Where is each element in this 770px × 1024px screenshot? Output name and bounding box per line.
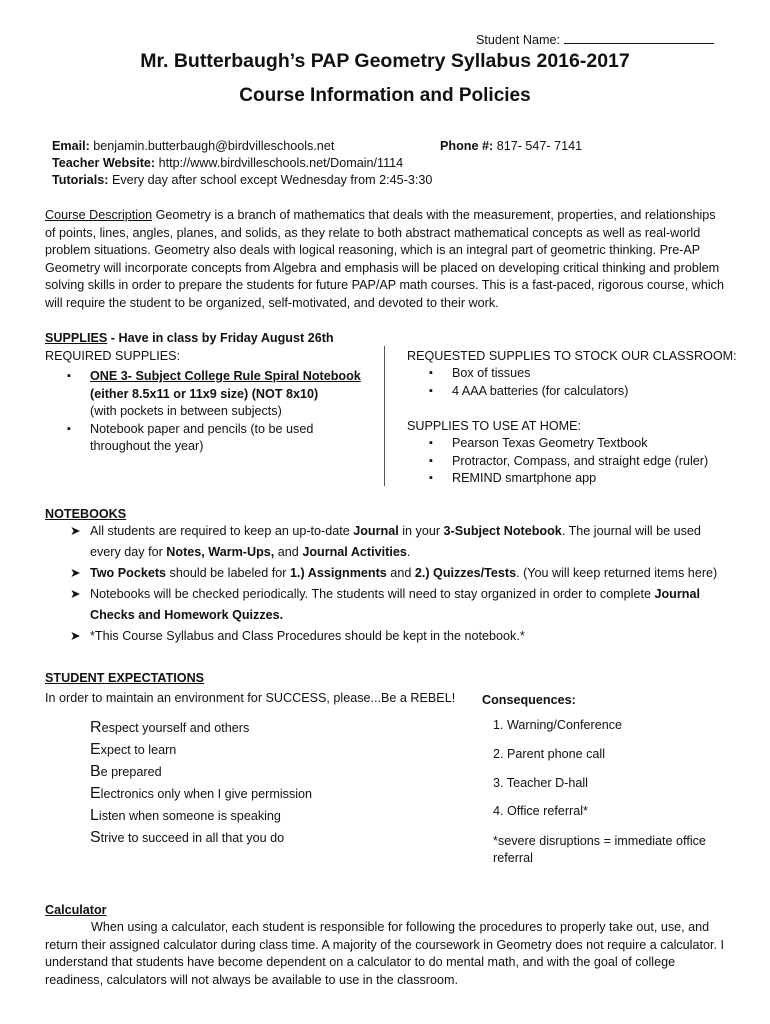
required-supplies-label: REQUIRED SUPPLIES: bbox=[45, 349, 181, 363]
calculator-heading bbox=[45, 902, 107, 919]
phone-label: Phone #: bbox=[440, 139, 494, 153]
rebel-letter: L bbox=[90, 807, 99, 824]
student-name-line bbox=[476, 30, 714, 49]
notebook-bold: Two Pockets bbox=[90, 566, 167, 580]
list-item bbox=[45, 563, 745, 584]
phone-line bbox=[440, 138, 582, 155]
notebooks-heading-text: NOTEBOOKS bbox=[45, 507, 127, 521]
supplies-heading: SUPPLIES bbox=[45, 331, 108, 345]
course-description-text: Geometry is a branch of mathematics that deals with the measurement, properties, and relationships of points, lines, angles, planes, and solids, as they relate to both abstract mathematical concepts as well as real-world problem situations. Geometry also deals with logical reasoning, which is an integral part of geometric thinking. Pre-AP Geometry will incorporate concepts from Algebra and emphasis will be placed on developing critical thinking and problem solving skills in order to prepare the students for future PAP/AP math courses. This is a fast-paced, rigorous course, which will require the student to be organized, self-motivated, and devoted to their work. bbox=[45, 208, 724, 310]
arrow-bullet-icon: ➤ bbox=[70, 587, 81, 601]
notebook-text: and bbox=[386, 566, 415, 580]
tutorials-line bbox=[52, 172, 432, 189]
list-item bbox=[90, 783, 450, 805]
calculator-text: When using a calculator, each student is responsible for following the procedures to properly take out, use, and return their assigned calculator during class time. A majority of the coursework in Geometry does not require a calculator. I understand that students have become dependent on a calculator to do mental math, and with the goal of college readiness, calculators will not always be available to use in the classroom. bbox=[45, 920, 724, 987]
expectations-heading-text: STUDENT EXPECTATIONS bbox=[45, 671, 205, 685]
phone-value: 817- 547- 7141 bbox=[496, 139, 583, 153]
notebook-bold: Notes, Warm-Ups, bbox=[166, 545, 275, 559]
consequence-footnote: *severe disruptions = immediate office referral bbox=[493, 834, 706, 865]
consequence-item: 1. Warning/Conference bbox=[493, 718, 623, 732]
consequence-item: 2. Parent phone call bbox=[493, 747, 606, 761]
list-item bbox=[90, 717, 450, 739]
supplies-heading-note: - Have in class by Friday August 26th bbox=[107, 331, 334, 345]
list-item bbox=[45, 626, 745, 647]
required-item-plain: Notebook paper and pencils (to be used throughout the year) bbox=[90, 421, 314, 453]
expectations-heading bbox=[45, 670, 204, 687]
notebook-text: . (You will keep returned items here) bbox=[516, 566, 718, 580]
home-supplies-list bbox=[407, 435, 747, 488]
email-value: benjamin.butterbaugh@birdvilleschools.net bbox=[93, 139, 335, 153]
email-line bbox=[52, 138, 334, 155]
required-item-plain: (with pockets in between subjects) bbox=[90, 404, 282, 418]
tutorials-label: Tutorials: bbox=[52, 173, 109, 187]
required-item-bold: ONE 3- Subject College Rule Spiral Notebook bbox=[90, 369, 361, 383]
required-item-bold2: (either 8.5x11 or 11x9 size) (NOT 8x10) bbox=[90, 386, 319, 401]
rebel-text: trive to succeed in all that you do bbox=[100, 831, 285, 845]
notebook-text: every day for bbox=[90, 545, 167, 559]
list-item bbox=[45, 584, 745, 626]
list-item bbox=[45, 521, 745, 563]
rebel-letter: B bbox=[90, 763, 101, 780]
list-item bbox=[90, 739, 450, 761]
website-value: http://www.birdvilleschools.net/Domain/1114 bbox=[158, 156, 404, 170]
list-item bbox=[90, 761, 450, 783]
requested-supplies-list bbox=[407, 365, 747, 400]
list-item bbox=[45, 368, 375, 421]
supplies-heading-line bbox=[45, 330, 334, 347]
notebooks-list bbox=[45, 521, 745, 647]
student-name-label: Student Name: bbox=[476, 33, 561, 47]
tutorials-value: Every day after school except Wednesday from 2:45-3:30 bbox=[111, 173, 433, 187]
notebook-bold: 2.) Quizzes/Tests bbox=[414, 566, 517, 580]
email-label: Email: bbox=[52, 139, 90, 153]
notebook-text: in your bbox=[398, 524, 444, 538]
notebook-text: All students are required to keep an up-to-date bbox=[90, 524, 354, 538]
list-item bbox=[90, 805, 450, 827]
course-description-heading: Course Description bbox=[45, 208, 153, 222]
list-item bbox=[45, 421, 330, 456]
notebook-bold: Journal bbox=[353, 524, 399, 538]
arrow-bullet-icon: ➤ bbox=[70, 566, 81, 580]
rebel-text: espect yourself and others bbox=[101, 721, 250, 735]
arrow-bullet-icon: ➤ bbox=[70, 524, 81, 538]
rebel-letter: R bbox=[90, 719, 102, 736]
expectations-intro: In order to maintain an environment for SUCCESS, please...Be a REBEL! bbox=[45, 691, 456, 705]
student-name-blank bbox=[564, 30, 714, 44]
rebel-list bbox=[90, 717, 450, 849]
course-description bbox=[45, 207, 725, 312]
home-supplies-label: SUPPLIES TO USE AT HOME: bbox=[407, 419, 582, 433]
notebook-bold: 1.) Assignments bbox=[290, 566, 387, 580]
consequences-label bbox=[482, 692, 576, 709]
calculator-heading-text: Calculator bbox=[45, 903, 107, 917]
page-subtitle: Course Information and Policies bbox=[239, 85, 531, 106]
rebel-text: xpect to learn bbox=[100, 743, 177, 757]
notebook-text: Notebooks will be checked periodically. The students will need to stay organized in order to complete bbox=[90, 587, 655, 601]
list-item: ▪ Box of tissues bbox=[407, 365, 747, 383]
consequence-item: 3. Teacher D-hall bbox=[493, 776, 588, 790]
notebook-bold: 3-Subject Notebook bbox=[443, 524, 562, 538]
list-item: ▪ 4 AAA batteries (for calculators) bbox=[407, 383, 747, 401]
rebel-text: lectronics only when I give permission bbox=[100, 787, 313, 801]
notebook-bold: Journal Activities bbox=[302, 545, 407, 559]
consequence-item: 4. Office referral* bbox=[493, 804, 588, 818]
list-item bbox=[90, 827, 450, 849]
notebook-bold: Checks and Homework Quizzes. bbox=[90, 608, 284, 622]
requested-supplies-label: REQUESTED SUPPLIES TO STOCK OUR CLASSROOM: bbox=[407, 349, 737, 363]
required-supplies-list bbox=[45, 368, 375, 456]
supplies-divider bbox=[384, 346, 385, 486]
website-label: Teacher Website: bbox=[52, 156, 156, 170]
notebook-text: . The journal will be used bbox=[561, 524, 701, 538]
rebel-letter: E bbox=[90, 785, 101, 802]
rebel-letter: E bbox=[90, 741, 101, 758]
list-item: ▪ Pearson Texas Geometry Textbook bbox=[407, 435, 747, 453]
website-line bbox=[52, 155, 403, 172]
arrow-bullet-icon: ➤ bbox=[70, 629, 81, 643]
notebook-text: *This Course Syllabus and Class Procedures should be kept in the notebook.* bbox=[90, 629, 525, 643]
list-item: ▪ Protractor, Compass, and straight edge (ruler) bbox=[407, 453, 747, 471]
notebook-text: . bbox=[406, 545, 411, 559]
consequences-label-text: Consequences: bbox=[482, 693, 576, 707]
list-item: ▪ REMIND smartphone app bbox=[407, 470, 747, 488]
rebel-letter: S bbox=[90, 829, 101, 846]
rebel-text: isten when someone is speaking bbox=[98, 809, 281, 823]
page-title: Mr. Butterbaugh’s PAP Geometry Syllabus 2016-2017 bbox=[140, 50, 630, 72]
notebook-text: should be labeled for bbox=[166, 566, 290, 580]
notebook-bold: Journal bbox=[654, 587, 700, 601]
notebook-text: and bbox=[274, 545, 303, 559]
rebel-text: e prepared bbox=[100, 765, 162, 779]
